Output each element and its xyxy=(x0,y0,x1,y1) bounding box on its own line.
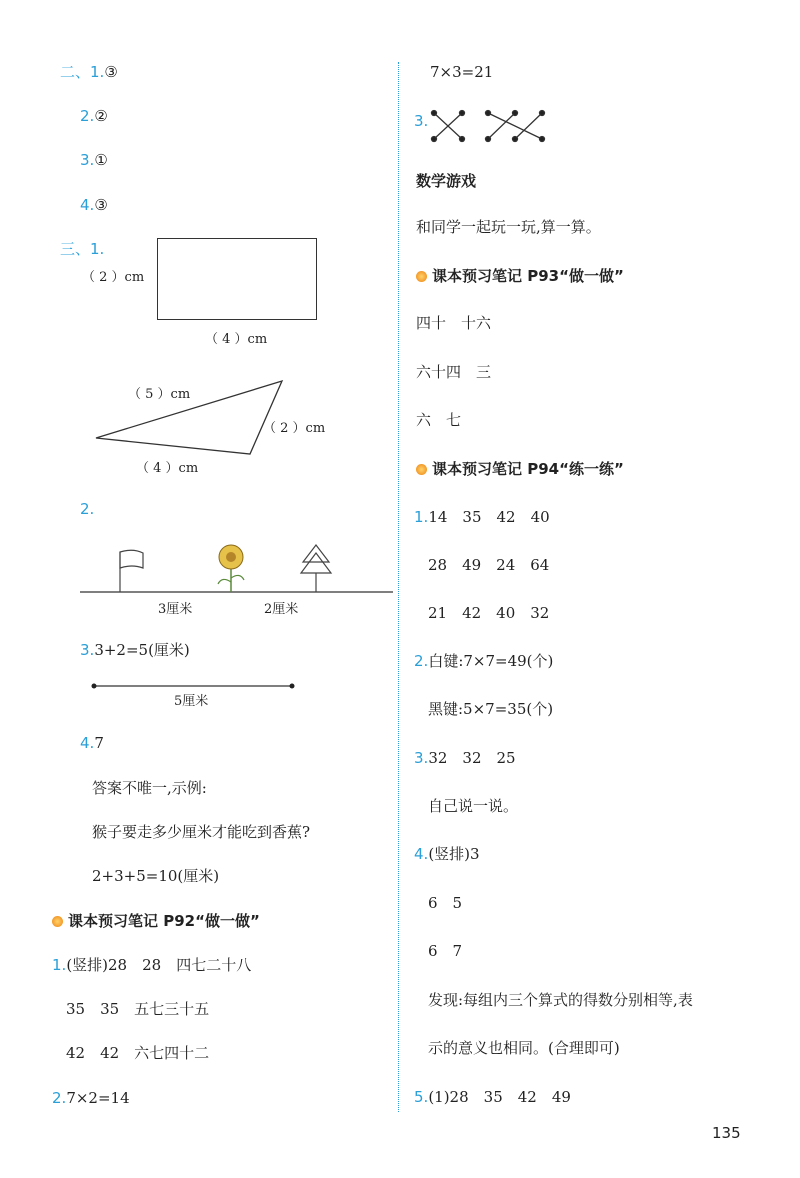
q-number: 2. xyxy=(80,107,95,125)
section-header-p94: 课本预习笔记 P94“练一练” xyxy=(416,458,624,479)
q-number: 1. xyxy=(90,63,105,81)
section-3-q4 xyxy=(80,733,104,753)
q-number: 3. xyxy=(80,151,95,169)
column-divider xyxy=(398,62,399,1112)
answer: (1)28 35 42 49 xyxy=(428,1088,571,1106)
bullet-dot-icon xyxy=(52,916,63,927)
p94-q2 xyxy=(414,651,553,671)
q-number: 4. xyxy=(80,196,95,214)
answer: 7 xyxy=(94,734,104,752)
answer-line: 发现:每组内三个算式的得数分别相等,表 xyxy=(428,991,693,1009)
page-number: 135 xyxy=(712,1124,741,1142)
q-number: 3. xyxy=(414,112,429,130)
answer-line: 21 42 40 32 xyxy=(428,604,550,622)
answer-line: 6 7 xyxy=(428,942,463,960)
q-number: 2. xyxy=(52,1089,67,1107)
answer-line: 自己说一说。 xyxy=(428,797,519,815)
q-number: 4. xyxy=(414,845,429,863)
q-number: 1. xyxy=(90,240,105,258)
q-number: 3. xyxy=(414,749,429,767)
answer-line: 6 5 xyxy=(428,894,463,912)
answer: 32 32 25 xyxy=(428,749,516,767)
line-label: 5厘米 xyxy=(174,694,209,709)
rect-height-label: （ 2 ）cm xyxy=(82,270,145,285)
answer-line: 六十四 三 xyxy=(416,363,492,381)
answer: ③ xyxy=(104,63,118,81)
answer: 14 35 42 40 xyxy=(428,508,550,526)
answer-line: 42 42 六七四十二 xyxy=(66,1044,210,1062)
p92-q2 xyxy=(52,1088,130,1108)
answer: ② xyxy=(94,107,108,125)
section-3-mark: 三、 xyxy=(60,240,91,258)
answer: 3+2=5(厘米) xyxy=(94,641,190,659)
bullet-dot-icon xyxy=(416,464,427,475)
tri-right-label: （ 2 ）cm xyxy=(263,421,326,436)
answer-line: 示的意义也相同。(合理即可) xyxy=(428,1039,620,1057)
q-number: 1. xyxy=(414,508,429,526)
p94-q4 xyxy=(414,844,480,864)
seg2-label: 2厘米 xyxy=(264,602,299,617)
cross-matching-figure xyxy=(0,0,800,160)
answer-line: 35 35 五七三十五 xyxy=(66,1000,210,1018)
p92-q1 xyxy=(52,955,251,975)
answer: ③ xyxy=(94,196,108,214)
q-number: 1. xyxy=(52,956,67,974)
p94-q3 xyxy=(414,748,516,768)
section-header-p92: 课本预习笔记 P92“做一做” xyxy=(52,910,260,931)
bullet-dot-icon xyxy=(416,271,427,282)
q-number: 2. xyxy=(80,500,95,518)
p94-q5 xyxy=(414,1087,571,1107)
seg1-label: 3厘米 xyxy=(158,602,193,617)
answer: 白键:7×7=49(个) xyxy=(428,652,554,670)
rect-width-label: （ 4 ）cm xyxy=(205,332,268,347)
answer: (竖排)28 28 四七二十八 xyxy=(66,956,252,974)
answer-line: 答案不唯一,示例: xyxy=(92,779,207,797)
section-2-mark: 二、 xyxy=(60,63,91,81)
game-title: 数学游戏 xyxy=(416,172,477,190)
answer: 7×2=14 xyxy=(66,1089,130,1107)
tri-bottom-label: （ 4 ）cm xyxy=(136,461,199,476)
answer: (竖排)3 xyxy=(428,845,480,863)
q-number: 2. xyxy=(414,652,429,670)
answer: ① xyxy=(94,151,108,169)
answer-line: 六 七 xyxy=(416,411,462,429)
right-top-text: 7×3=21 xyxy=(430,63,494,81)
q-number: 3. xyxy=(80,641,95,659)
answer-line: 28 49 24 64 xyxy=(428,556,550,574)
q-number: 5. xyxy=(414,1088,429,1106)
answer-line: 猴子要走多少厘米才能吃到香蕉? xyxy=(92,823,311,841)
section-header-p93: 课本预习笔记 P93“做一做” xyxy=(416,265,624,286)
q-number: 4. xyxy=(80,734,95,752)
answer-line: 黑键:5×7=35(个) xyxy=(428,700,554,718)
game-text: 和同学一起玩一玩,算一算。 xyxy=(416,218,601,236)
answer-line: 2+3+5=10(厘米) xyxy=(92,867,220,885)
tri-top-label: （ 5 ）cm xyxy=(128,387,191,402)
answer-line: 四十 十六 xyxy=(416,314,492,332)
p94-q1 xyxy=(414,507,550,527)
